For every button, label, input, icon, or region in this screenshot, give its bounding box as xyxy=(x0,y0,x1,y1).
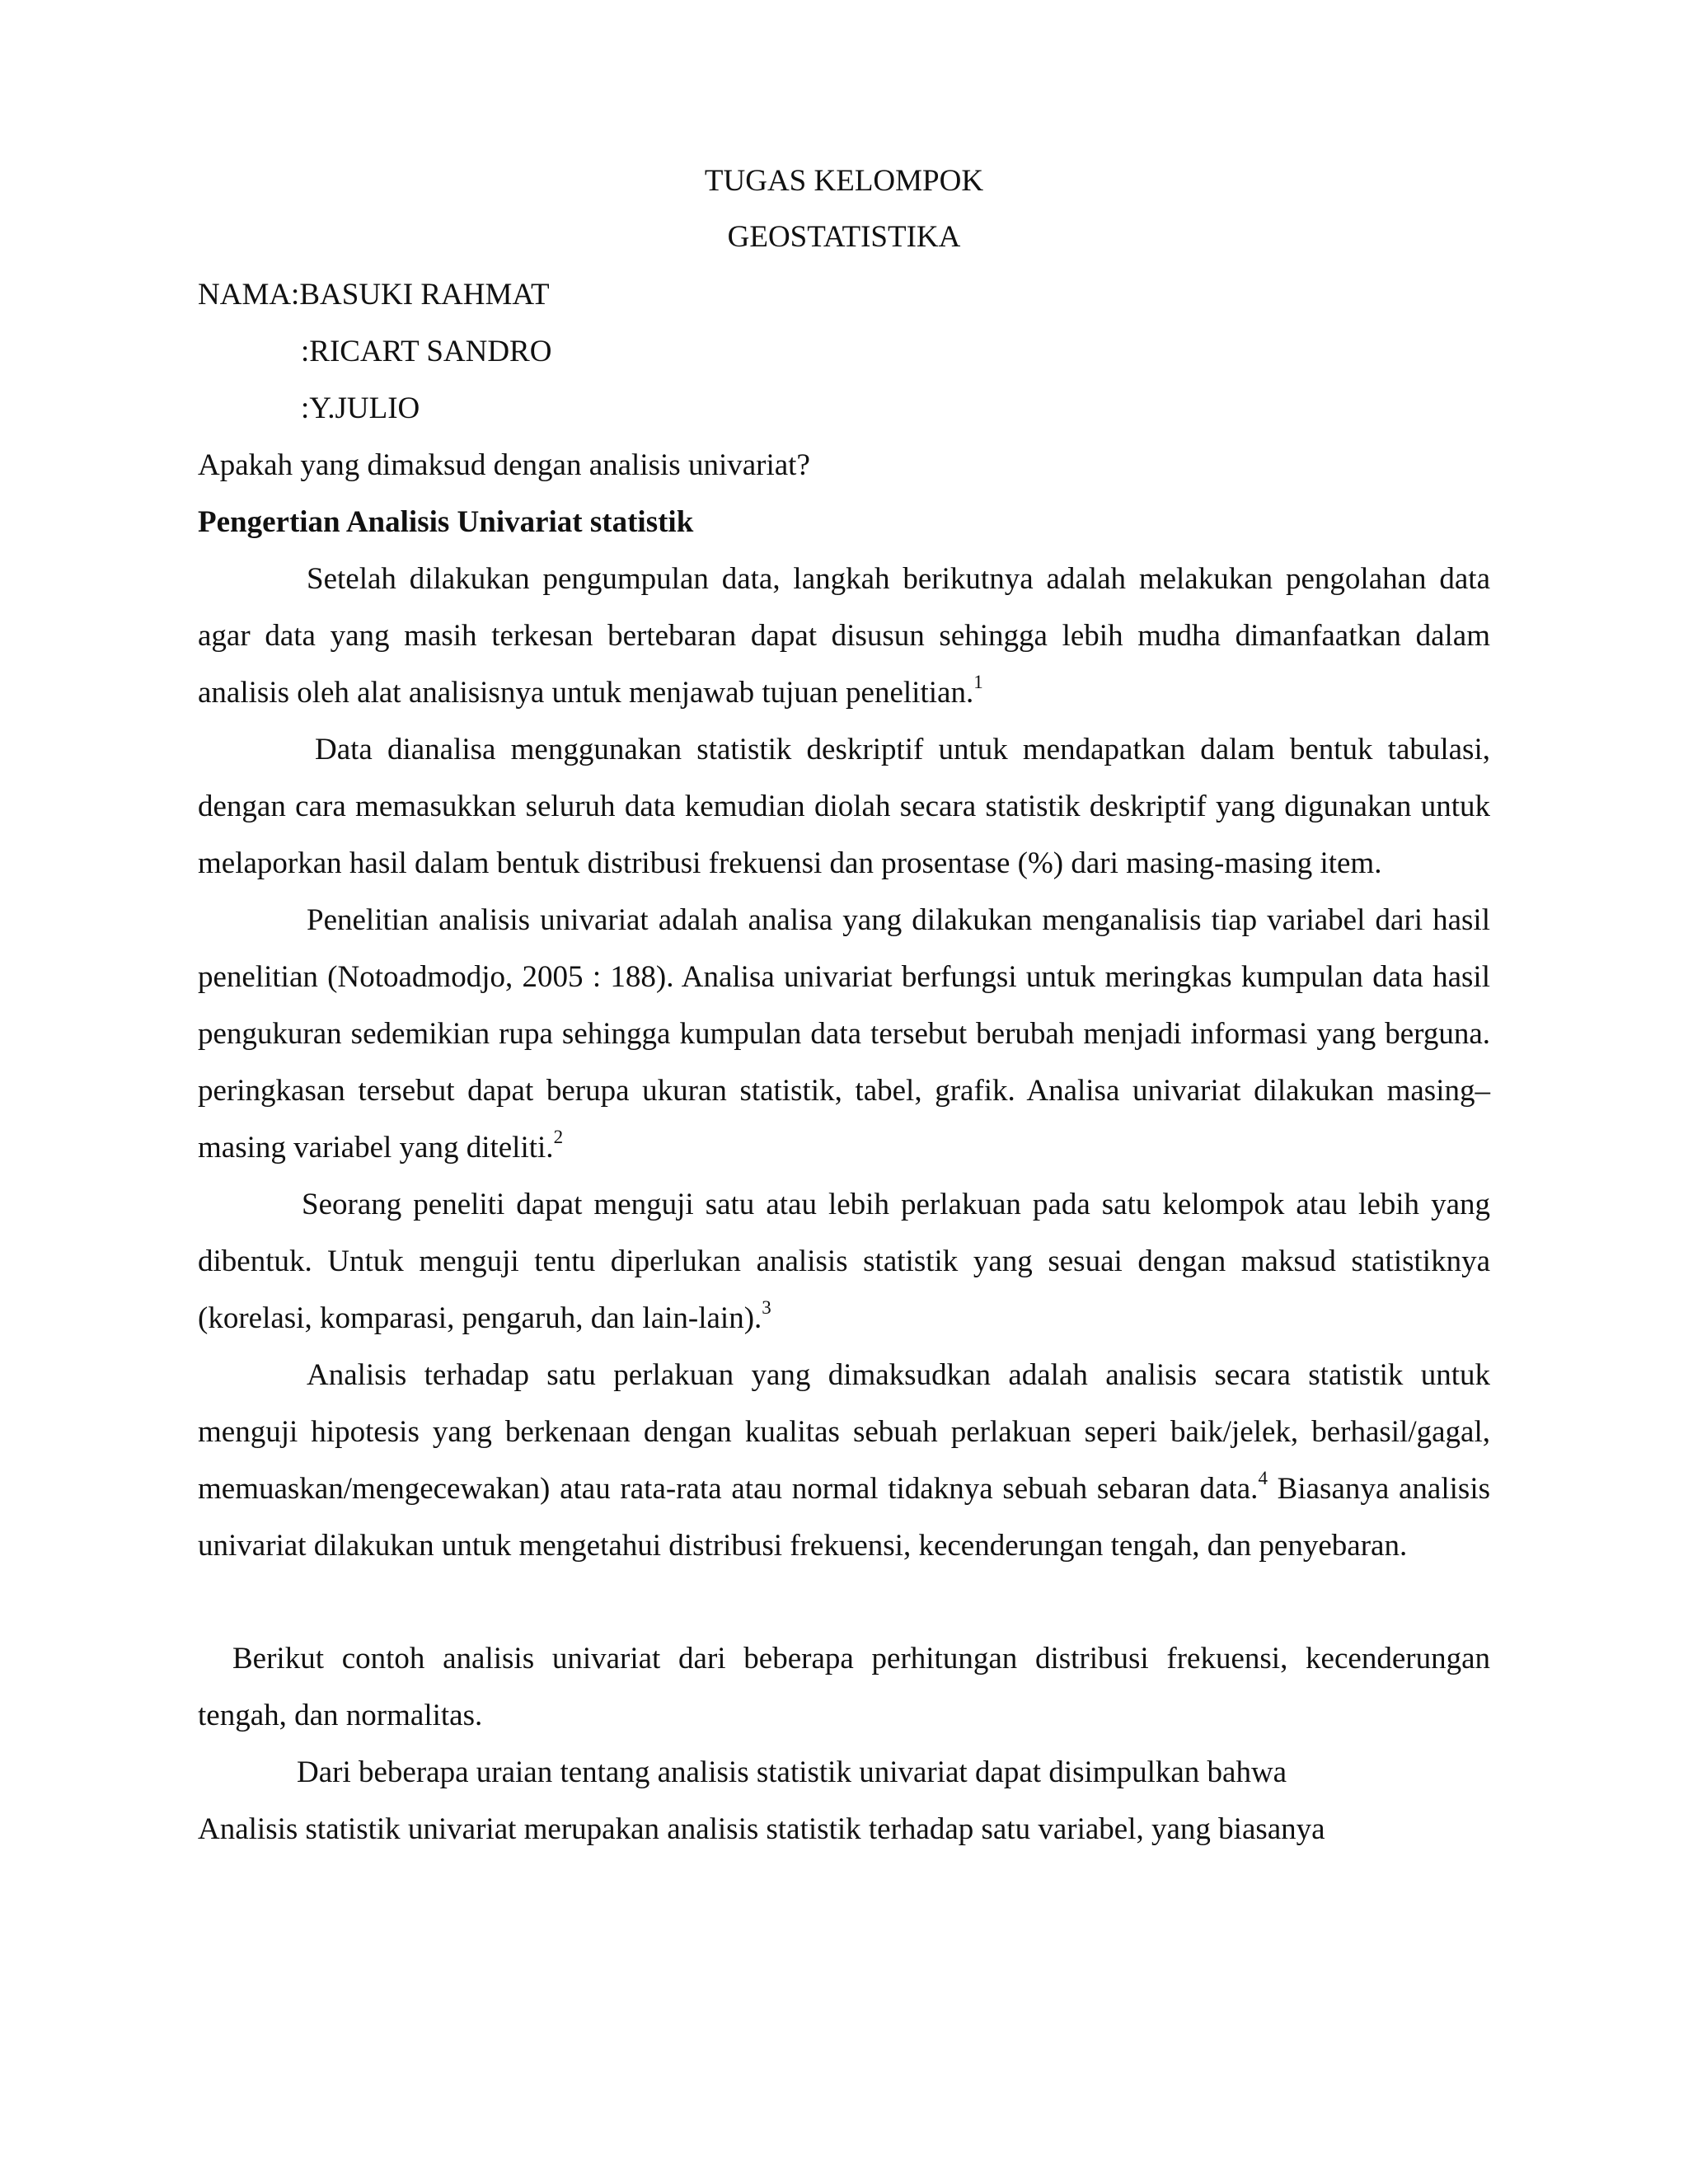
footnote-ref-2: 2 xyxy=(553,1126,564,1147)
footnote-ref-4: 4 xyxy=(1258,1467,1268,1488)
paragraph-5 xyxy=(198,1347,1490,1574)
name-line-1: NAMA:BASUKI RAHMAT xyxy=(198,278,550,312)
paragraph-4-text: Seorang peneliti dapat menguji satu atau lebih perlakuan pada satu kelompok atau lebih yang dibentuk. Untuk menguji tentu diperlukan analisis statistik yang sesuai dengan maksud statistiknya (korelasi, komparasi, pengaruh, dan lain-lain). xyxy=(198,1188,1490,1335)
paragraph-3-text: Penelitian analisis univariat adalah analisa yang dilakukan menganalisis tiap variabel dari hasil penelitian (Notoadmodjo, 2005 : 188). Analisa univariat berfungsi untuk meringkas kumpulan data hasil pengukuran sedemikian rupa sehingga kumpulan data tersebut berubah menjadi informasi yang berguna. peringkasan tersebut dapat berupa ukuran statistik, tabel, grafik. Analisa univariat dilakukan masing–masing variabel yang diteliti. xyxy=(198,903,1490,1165)
question-text: Apakah yang dimaksud dengan analisis univariat? xyxy=(198,448,810,482)
paragraph-7-line-2: Analisis statistik univariat merupakan analisis statistik terhadap satu variabel, yang biasanya xyxy=(198,1812,1325,1846)
document-title: TUGAS KELOMPOK xyxy=(704,164,984,198)
paragraph-6: Berikut contoh analisis univariat dari beberapa perhitungan distribusi frekuensi, kecenderungan tengah, dan normalitas. xyxy=(198,1642,1490,1732)
paragraph-7-line-1: Dari beberapa uraian tentang analisis statistik univariat dapat disimpulkan bahwa xyxy=(297,1755,1287,1789)
paragraph-2: Data dianalisa menggunakan statistik deskriptif untuk mendapatkan dalam bentuk tabulasi, dengan cara memasukkan seluruh data kemudian diolah secara statistik deskriptif yang digunakan untuk melaporkan hasil dalam bentuk distribusi frekuensi dan prosentase (%) dari masing-masing item. xyxy=(198,733,1490,880)
name-line-2: :RICART SANDRO xyxy=(301,335,552,368)
paragraph-gap xyxy=(198,1574,1490,1630)
section-heading: Pengertian Analisis Univariat statistik xyxy=(198,505,694,539)
document-subtitle: GEOSTATISTIKA xyxy=(727,220,961,254)
paragraph-4 xyxy=(198,1176,1490,1347)
name-line-3: :Y.JULIO xyxy=(301,391,420,425)
paragraph-5-text-a: Analisis terhadap satu perlakuan yang dimaksudkan adalah analisis secara statistik untuk menguji hipotesis yang berkenaan dengan kualitas sebuah perlakuan seperi baik/jelek, berhasil/gagal, memuaskan/mengecewakan) atau rata-rata atau normal tidaknya sebuah sebaran data. xyxy=(198,1358,1490,1506)
paragraph-5-text-b: Biasanya analisis univariat dilakukan untuk mengetahui distribusi frekuensi, kecenderungan tengah, dan penyebaran. xyxy=(198,1472,1490,1563)
footnote-ref-3: 3 xyxy=(762,1296,771,1318)
document-page xyxy=(198,152,1490,1858)
footnote-ref-1: 1 xyxy=(973,671,983,692)
paragraph-3 xyxy=(198,892,1490,1176)
paragraph-1 xyxy=(198,551,1490,721)
paragraph-1-text: Setelah dilakukan pengumpulan data, langkah berikutnya adalah melakukan pengolahan data agar data yang masih terkesan bertebaran dapat disusun sehingga lebih mudha dimanfaatkan dalam analisis oleh alat analisisnya untuk menjawab tujuan penelitian. xyxy=(198,562,1490,710)
